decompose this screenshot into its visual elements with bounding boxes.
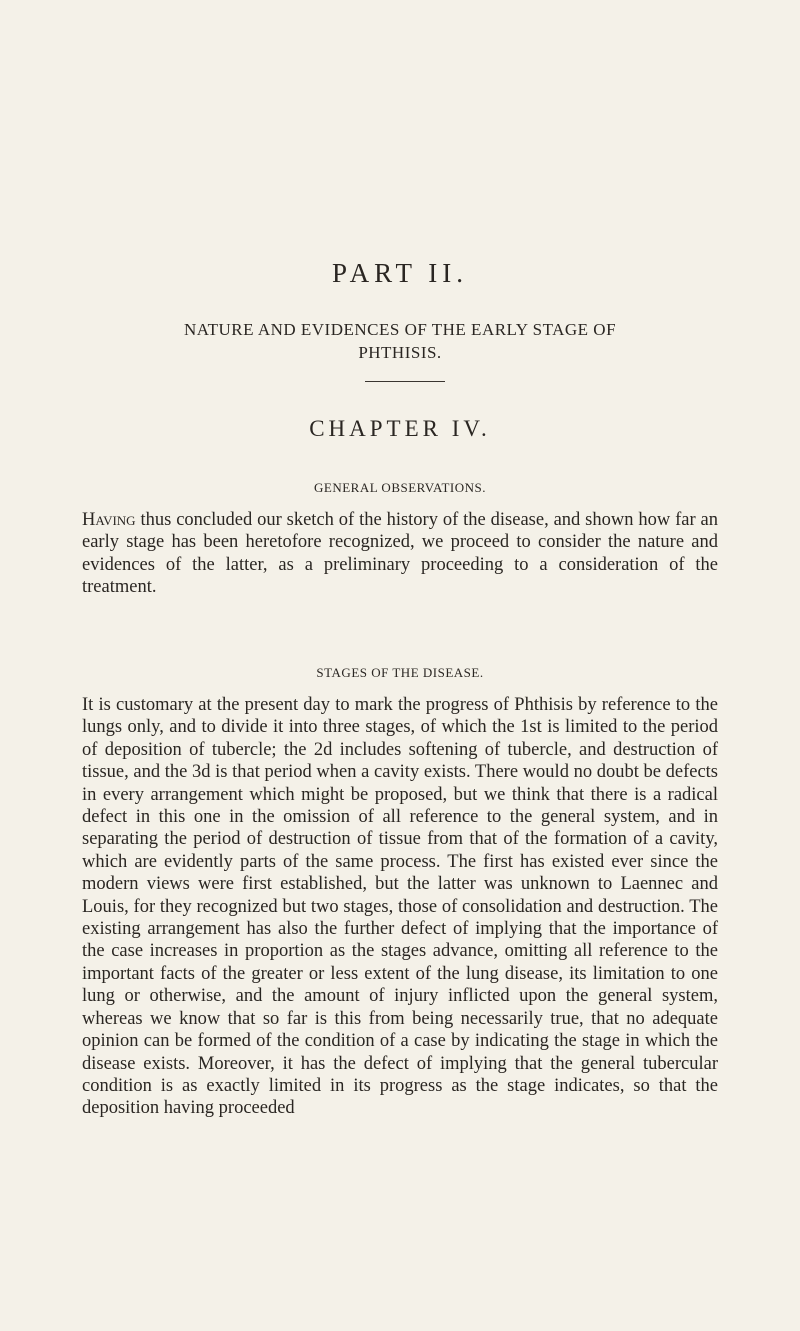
paragraph-body: thus concluded our sketch of the history of the disease, and shown how far an early stage has been heretofore recognized, we proceed to consider the nature and evidences of the latter, as a preliminary proceeding to a consideration of the treatment. bbox=[82, 510, 718, 598]
paragraph-lead-word: Having bbox=[82, 510, 136, 530]
section-heading-general: GENERAL OBSERVATIONS. bbox=[314, 480, 486, 495]
part-title: PART II. bbox=[332, 258, 468, 288]
paragraph-stages: It is customary at the present day to mark the progress of Phthisis by reference to the lungs only, and to divide it into three stages, of which the 1st is limited to the period of deposition of tubercle; the 2d includes softening of tubercle, and destruction of tissue, and the 3d is that period when a cavity exists. There would no doubt be defects in every arrangement which might be proposed, but we think that there is a radical defect in this one in the omission of all reference to the general system, and in separating the period of destruction of tissue from that of the formation of a cavity, which are evidently parts of the same process. The first has existed ever since the modern views were first established, but the latter was unknown to Laennec and Louis, for they recognized but two stages, those of consolidation and destruction. The existing arrangement has also the further defect of implying that the importance of the case increases in proportion as the stages advance, omitting all reference to the important facts of the greater or less extent of the lung disease, its limitation to one lung or otherwise, and the amount of injury inflicted upon the general system, whereas we know that so far is this from being necessarily true, that no adequate opinion can be formed of the condition of a case by indicating the stage in which the disease exists. Moreover, it has the defect of implying that the general tubercular condition is as exactly limited in its progress as the stage indicates, so that the deposition having proceeded bbox=[82, 695, 718, 1119]
paragraph-general-observations bbox=[82, 509, 718, 599]
main-title bbox=[0, 318, 800, 364]
main-title-line-1: NATURE AND EVIDENCES OF THE EARLY STAGE OF bbox=[183, 320, 617, 339]
main-title-line-2: PHTHISIS. bbox=[358, 343, 442, 362]
section-heading-stages: STAGES OF THE DISEASE. bbox=[316, 665, 484, 680]
title-divider bbox=[365, 381, 445, 382]
chapter-title: CHAPTER IV. bbox=[309, 416, 491, 441]
